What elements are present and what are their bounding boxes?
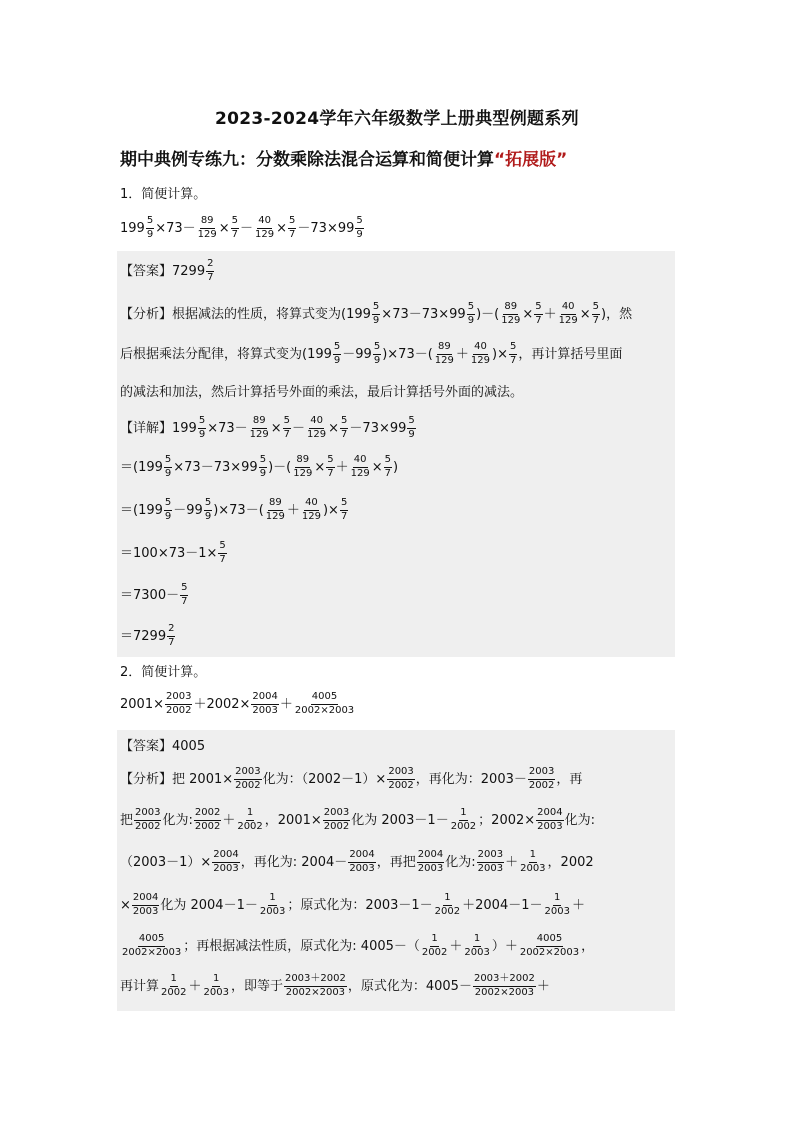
q1-detail-line6: ＝7299 $\frac{2}{7}$ xyxy=(120,623,175,648)
q1-answer: 【答案】 7299 $\frac{2}{7}$ xyxy=(120,258,214,283)
q2-label: 2．简便计算。 xyxy=(120,665,207,680)
subtitle-main: 期中典例专练九：分数乘除法混合运算和简便计算 xyxy=(120,150,494,170)
page-subtitle xyxy=(120,145,567,170)
subtitle-highlight: “拓展版” xyxy=(494,150,568,170)
q1-detail-line2: ＝(199 $\frac{5}{9}$ ×73－73×99 $\frac{5}{9}$ )－( $\frac{89}{129}$ × $\frac{5}{7}$ ＋ $\frac{40}{129}$ × $\frac{5}{7}$ ) xyxy=(120,454,399,479)
q1-detail-line3: ＝(199 $\frac{5}{9}$ －99 $\frac{5}{9}$ )×73－( $\frac{89}{129}$ ＋ $\frac{40}{129}$ )× $\frac{5}{7}$ xyxy=(120,497,348,522)
q1-analysis-line3: 的减法和加法，然后计算括号外面的乘法，最后计算括号外面的减法。 xyxy=(120,385,524,400)
q1-analysis-line2: 后根据乘法分配律，将算式变为 (199 $\frac{5}{9}$ －99 $\frac{5}{9}$ )×73－( $\frac{89}{129}$ ＋ $\frac{40}{129}$ )× $\frac{5}{7}$ ，再计算括号里面 xyxy=(120,341,623,366)
q2-expression: 2001× $\frac{2003}{2002}$ ＋2002× $\frac{2004}{2003}$ ＋ $\frac{4005}{2002\times 2003}$ xyxy=(120,691,355,716)
q2-analysis-line5: $\frac{4005}{2002\times 2003}$ ；再根据减法性质，原式化为: 4005－（ $\frac{1}{2002}$ ＋ $\frac{1}{2003}$ ）＋ $\frac{4005}{2002\times 2003}$ ， xyxy=(122,933,595,958)
q2-analysis-line6: 再计算 $\frac{1}{2002}$ ＋ $\frac{1}{2003}$ ，即等于 $\frac{2003+2002}{2002\times 2003}$ ，原式化为：4005－ $\frac{2003+2002}{2002\times 2003}$ ＋ xyxy=(120,973,550,998)
q2-analysis-line2: 把 $\frac{2003}{2002}$ 化为: $\frac{2002}{2002}$ ＋ $\frac{1}{2002}$ ，2001× $\frac{2003}{2002}$ 化为 2003－1－ $\frac{1}{2002}$ ；2002× $\frac{2004}{2003}$ 化为: xyxy=(120,807,595,832)
q1-expression: 199 $\frac{5}{9}$ ×73－ $\frac{89}{129}$ × $\frac{5}{7}$ － $\frac{40}{129}$ × $\frac{5}{7}$ －73×99 $\frac{5}{9}$ xyxy=(120,215,363,240)
q2-analysis-line1: 【分析】 把 2001× $\frac{2003}{2002}$ 化为：（2002－1）× $\frac{2003}{2002}$ ，再化为：2003－ $\frac{2003}{2002}$ ，再 xyxy=(120,766,583,791)
q1-detail-line1: 【详解】 199 $\frac{5}{9}$ ×73－ $\frac{89}{129}$ × $\frac{5}{7}$ － $\frac{40}{129}$ × $\frac{5}{7}$ －73×99 $\frac{5}{9}$ xyxy=(120,415,415,440)
page-title: 2023-2024学年六年级数学上册典型例题系列 xyxy=(215,109,579,129)
q1-label: 1．简便计算。 xyxy=(120,187,207,202)
q1-analysis-line1: 【分析】 根据减法的性质，将算式变为 (199 $\frac{5}{9}$ ×73－73×99 $\frac{5}{9}$ )－( $\frac{89}{129}$ × $\frac{5}{7}$ ＋ $\frac{40}{129}$ × $\frac{5}{7}$ ) ，然 xyxy=(120,301,633,326)
q2-answer: 【答案】 4005 xyxy=(120,739,206,754)
q1-detail-line4: ＝100×73－1× $\frac{5}{7}$ xyxy=(120,540,226,565)
q2-analysis-line3: （2003－1）× $\frac{2004}{2003}$ ，再化为: 2004－ $\frac{2004}{2003}$ ，再把 $\frac{2004}{2003}$ 化为: $\frac{2003}{2003}$ ＋ $\frac{1}{2003}$ ，2002 xyxy=(120,849,594,874)
q2-analysis-line4: × $\frac{2004}{2003}$ 化为 2004－1－ $\frac{1}{2003}$ ；原式化为：2003－1－ $\frac{1}{2002}$ ＋2004－1－ $\frac{1}{2003}$ ＋ xyxy=(120,892,585,917)
q1-detail-line5: ＝7300－ $\frac{5}{7}$ xyxy=(120,582,188,607)
